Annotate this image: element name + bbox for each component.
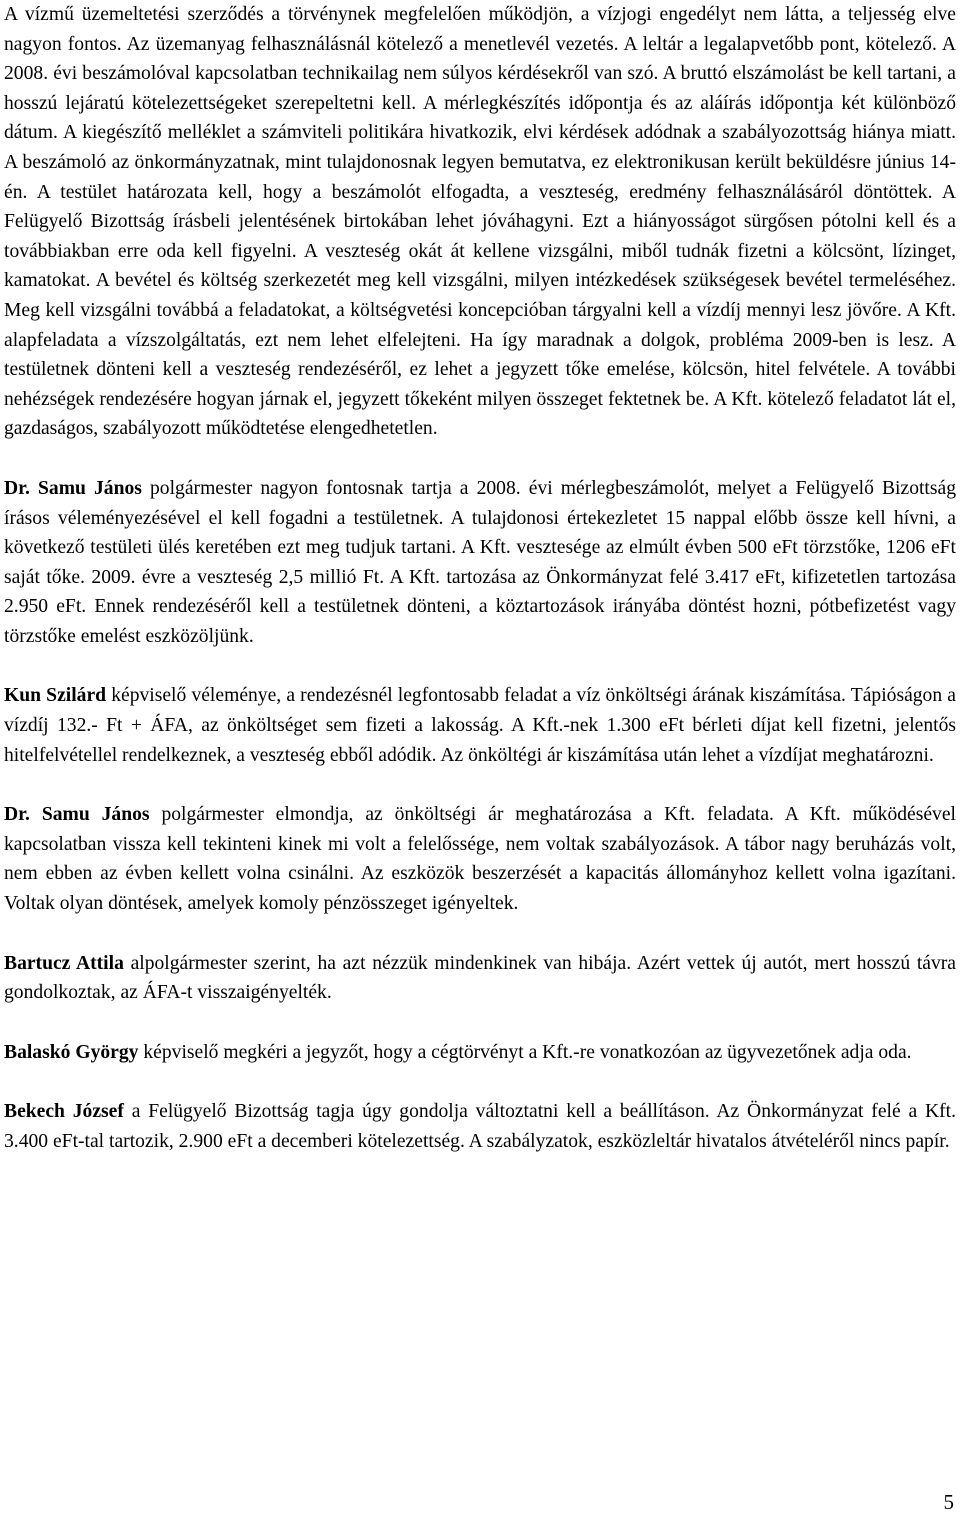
paragraph-balasko (4, 1038, 956, 1068)
paragraph-samu-1 (4, 474, 956, 652)
speaker-name: Bartucz Attila (4, 952, 124, 974)
page-number: 5 (943, 1490, 954, 1514)
paragraph-text: képviselő véleménye, a rendezésnél legfontosabb feladat a víz önköltségi árának kiszámítása. Tápióságon a vízdíj 132.- Ft + ÁFA, az önköltséget sem fizeti a lakosság. A Kft.-nek 1.300 eFt bérleti díjat kell fizetni, jelentős hitelfelvétellel rendelkeznek, a veszteség ebből adódik. Az önköltégi ár kiszámítása után lehet a vízdíjat meghatározni. (4, 685, 956, 766)
speaker-name: Dr. Samu János (4, 804, 150, 826)
paragraph-samu-2 (4, 800, 956, 918)
paragraph-bartucz (4, 949, 956, 1008)
paragraph-text: polgármester elmondja, az önköltségi ár meghatározása a Kft. feladata. A Kft. működésével kapcsolatban vissza kell tekinteni kinek mi volt a felelőssége, nem voltak szabályozások. A tábor nagy beruházás volt, nem ebben az évben kellett volna csinálni. Az eszközök beszerzését a kapacitás állományhoz kellett volna igazítani. Voltak olyan döntések, amelyek komoly pénzösszeget igényeltek. (4, 804, 956, 915)
paragraph-bekech (4, 1097, 956, 1156)
speaker-name: Dr. Samu János (4, 477, 142, 499)
paragraph-text: a Felügyelő Bizottság tagja úgy gondolja változtatni kell a beállításon. Az Önkormányzat felé a Kft. 3.400 eFt-tal tartozik, 2.900 eFt a decemberi kötelezettség. A szabályzatok, eszközleltár hivatalos átvételéről nincs papír. (4, 1101, 956, 1152)
document-page (4, 0, 956, 1157)
paragraph-intro (4, 0, 956, 444)
paragraph-text: képviselő megkéri a jegyzőt, hogy a cégtörvényt a Kft.-re vonatkozóan az ügyvezetőnek adja oda. (138, 1041, 912, 1063)
speaker-name: Bekech József (4, 1101, 124, 1123)
paragraph-text: A vízmű üzemeltetési szerződés a törvénynek megfelelően működjön, a vízjogi engedélyt nem látta, a teljesség elve nagyon fontos. Az üzemanyag felhasználásnál kötelező a menetlevél vezetés. A leltár a legalapvetőbb pont, kötelező. A 2008. évi beszámolóval kapcsolatban technikailag nem súlyos kérdésekről van szó. A bruttó elszámolást be kell tartani, a hosszú lejáratú kötelezettségeket szerepeltetni kell. A mérlegkészítés időpontja és az aláírás időpontja két különböző dátum. A kiegészítő melléklet a számviteli politikára hivatkozik, elvi kérdések adódnak a szabályozottság hiánya miatt. A beszámoló az önkormányzatnak, mint tulajdonosnak legyen bemutatva, ez elektronikusan került beküldésre június 14-én. A testület határozata kell, hogy a beszámolót elfogadta, a veszteség, eredmény felhasználásáról döntöttek. A Felügyelő Bizottság írásbeli jelentésének birtokában lehet jóváhagyni. Ezt a hiányosságot sürgősen pótolni kell és a továbbiakban erre oda kell figyelni. A veszteség okát át kellene vizsgálni, miből tudnák fizetni a kölcsönt, lízinget, kamatokat. A bevétel és költség szerkezetét meg kell vizsgálni, milyen intézkedések szükségesek bevétel termeléséhez. Meg kell vizsgálni továbbá a feladatokat, a költségvetési koncepcióban tárgyalni kell a vízdíj mennyi lesz jövőre. A Kft. alapfeladata a vízszolgáltatás, ezt nem lehet elfelejteni. Ha így maradnak a dolgok, probléma 2009-ben is lesz. A testületnek dönteni kell a veszteség rendezéséről, ez lehet a jegyzett tőke emelése, kölcsön, hitel felvétele. A további nehézségek rendezésére hogyan járnak el, jegyzett tőkeként milyen összeget fektetnek be. A Kft. kötelező feladatot lát el, gazdaságos, szabályozott működtetése elengedhetetlen. (4, 4, 956, 440)
paragraph-text: alpolgármester szerint, ha azt nézzük mindenkinek van hibája. Azért vettek új autót, mert hosszú távra gondolkoztak, az ÁFA-t visszaigényelték. (4, 952, 956, 1004)
paragraph-text: polgármester nagyon fontosnak tartja a 2008. évi mérlegbeszámolót, melyet a Felügyelő Bizottság írásos véleményezésével el kell fogadni a testületnek. A tulajdonosi értekezletet 15 nappal előbb össze kell hívni, a következő testületi ülés keretében ezt meg tudjuk tartani. A Kft. vesztesége az elmúlt évben 500 eFt törzstőke, 1206 eFt saját tőke. 2009. évre a veszteség 2,5 millió Ft. A Kft. tartozása az Önkormányzat felé 3.417 eFt, kifizetetlen tartozása 2.950 eFt. Ennek rendezéséről kell a testületnek dönteni, a köztartozások irányába döntést hozni, pótbefizetést vagy törzstőke emelést eszközöljünk. (4, 477, 956, 647)
speaker-name: Kun Szilárd (4, 685, 107, 707)
paragraph-kun (4, 681, 956, 770)
speaker-name: Balaskó György (4, 1041, 139, 1063)
